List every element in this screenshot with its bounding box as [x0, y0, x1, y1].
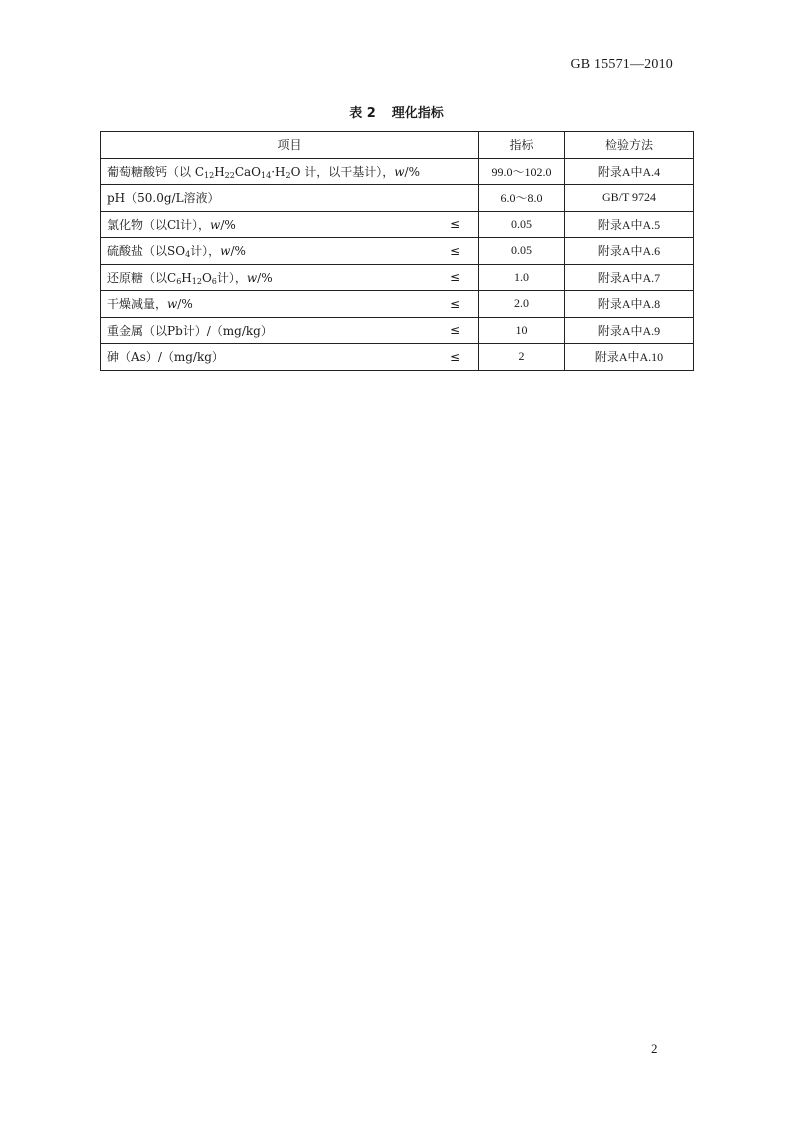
indicator-value: 2: [479, 344, 565, 371]
test-method: 附录A中A.8: [565, 291, 694, 318]
indicator-value: 0.05: [479, 211, 565, 238]
limit-symbol: ≤: [449, 270, 460, 285]
item-cell: [101, 264, 479, 291]
item-name: 还原糖（以$C_6H_{12}O_6$计），w/%: [107, 270, 273, 286]
item-name: 砷（As）/（mg/kg）: [107, 350, 224, 365]
limit-symbol: ≤: [449, 323, 460, 338]
table-row: [101, 317, 694, 344]
item-cell: [101, 344, 479, 371]
item-cell: [101, 158, 479, 185]
limit-symbol: ≤: [449, 217, 460, 232]
indicator-value: 99.0～102.0: [479, 158, 565, 185]
page-number: 2: [651, 1041, 658, 1056]
item-cell: [101, 185, 479, 212]
item-cell: [101, 317, 479, 344]
test-method: 附录A中A.4: [565, 158, 694, 185]
item-name: 葡萄糖酸钙（以 $C_{12}H_{22}CaO_{14}\cdot H_2O$ 计，以干基计），w/%: [107, 164, 420, 180]
table-row: [101, 264, 694, 291]
column-header-test-method: 检验方法: [565, 132, 694, 159]
test-method: GB/T 9724: [565, 185, 694, 212]
table-row: [101, 238, 694, 265]
table-row: [101, 211, 694, 238]
table-caption-title: 理化指标: [391, 106, 444, 121]
test-method: 附录A中A.7: [565, 264, 694, 291]
test-method: 附录A中A.5: [565, 211, 694, 238]
item-name: 干燥减量，w/%: [107, 297, 193, 312]
physicochemical-indicators-table: [100, 131, 694, 371]
indicator-value: 6.0～8.0: [479, 185, 565, 212]
table-row: [101, 291, 694, 318]
test-method: 附录A中A.6: [565, 238, 694, 265]
table-row: [101, 344, 694, 371]
table-header-row: [101, 132, 694, 159]
item-name: 氯化物（以Cl计），w/%: [107, 217, 236, 232]
item-cell: [101, 238, 479, 265]
column-header-indicator: 指标: [479, 132, 565, 159]
column-header-item: 项目: [101, 132, 479, 159]
item-cell: [101, 291, 479, 318]
test-method: 附录A中A.10: [565, 344, 694, 371]
indicator-value: 1.0: [479, 264, 565, 291]
limit-symbol: ≤: [449, 243, 460, 258]
indicator-value: 10: [479, 317, 565, 344]
limit-symbol: ≤: [449, 349, 460, 364]
table-row: [101, 185, 694, 212]
indicator-value: 0.05: [479, 238, 565, 265]
indicator-value: 2.0: [479, 291, 565, 318]
limit-symbol: ≤: [449, 296, 460, 311]
item-name: 硫酸盐（以$SO_4$计），w/%: [107, 244, 246, 260]
item-name: pH（50.0g/L溶液）: [107, 191, 220, 206]
table-row: [101, 158, 694, 185]
test-method: 附录A中A.9: [565, 317, 694, 344]
table-caption: [0, 102, 793, 121]
item-name: 重金属（以Pb计）/（mg/kg）: [107, 323, 273, 338]
item-cell: [101, 211, 479, 238]
standard-code: GB 15571—2010: [570, 57, 673, 72]
table-caption-number: 表 2: [349, 106, 376, 121]
